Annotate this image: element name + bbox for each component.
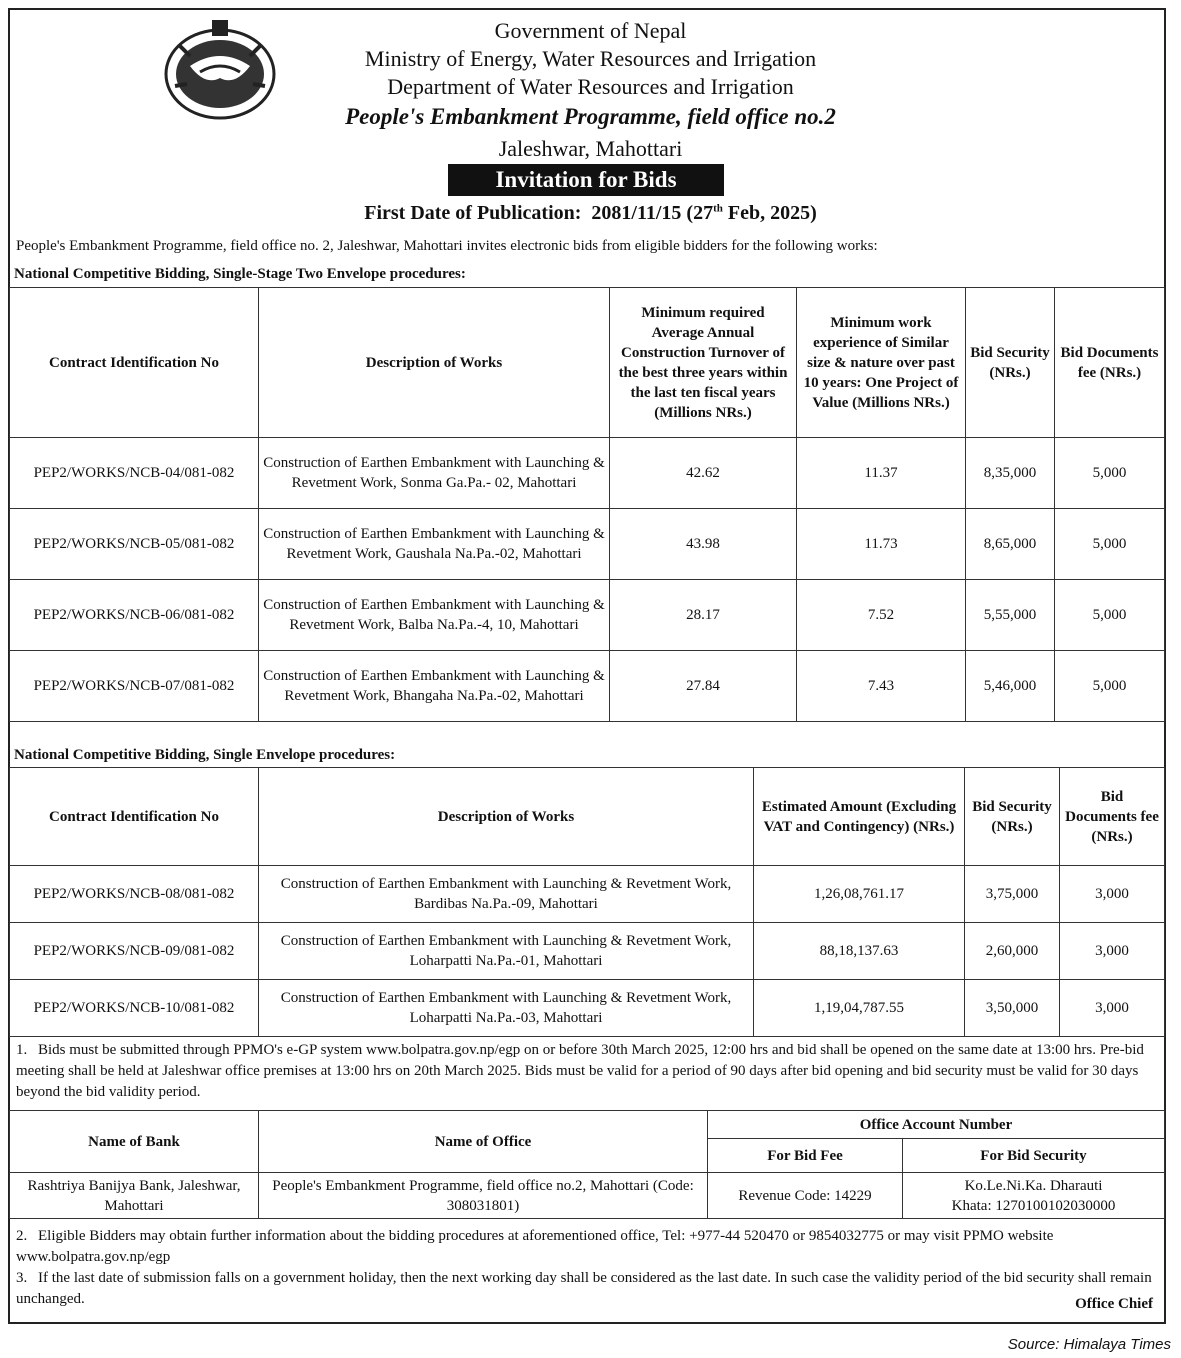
bank-header-account: Office Account Number [708, 1111, 1165, 1139]
work-description: Construction of Earthen Embankment with Launching & Revetment Work, Loharpatti Na.Pa.-03, Mahottari [259, 980, 754, 1037]
intro-text: People's Embankment Programme, field office no. 2, Jaleshwar, Mahottari invites electronic bids from eligible bidders for the following works: [16, 238, 878, 254]
note-3-text: If the last date of submission falls on a government holiday, then the next working day shall be considered as the last date. In such case the validity period of the bid security shall remain unchanged. [16, 1270, 1152, 1307]
header-location: Jaleshwar, Mahottari [498, 136, 683, 161]
bid-fee: 3,000 [1060, 866, 1165, 923]
table-row [10, 438, 1165, 509]
contract-id: PEP2/WORKS/NCB-05/081-082 [10, 509, 259, 580]
bid-fee: 3,000 [1060, 923, 1165, 980]
table-row [10, 980, 1165, 1037]
pub-date: 2081/11/15 (27 [591, 202, 714, 224]
bid-fee: 3,000 [1060, 980, 1165, 1037]
source-credit: Source: Himalaya Times [1007, 1336, 1171, 1353]
bank-account-table [9, 1110, 1165, 1219]
t2-header-fee: Bid Documents fee (NRs.) [1060, 768, 1165, 866]
t1-header-id: Contract Identification No [10, 288, 259, 438]
note-1-text: Bids must be submitted through PPMO's e-GP system www.bolpatra.gov.np/egp on or before 30th March 2025, 12:00 hrs and bid shall be opened on the same date at 13:00 hrs. Pre-bid meeting shall be held at Jaleshwar office premises at 13:00 hrs on 20th March 2025. Bids must be valid for a period of 90 days after bid opening and bid security must be valid for 30 days beyond the bid validity period. [16, 1042, 1144, 1100]
t2-header-security: Bid Security (NRs.) [965, 768, 1060, 866]
security-account-line1: Ko.Le.Ni.Ka. Dharauti [964, 1177, 1103, 1194]
t2-header-amount: Estimated Amount (Excluding VAT and Contingency) (NRs.) [754, 768, 965, 866]
t2-header-desc: Description of Works [259, 768, 754, 866]
work-description: Construction of Earthen Embankment with Launching & Revetment Work, Balba Na.Pa.-4, 10, Mahottari [259, 580, 610, 651]
experience: 7.43 [797, 651, 966, 722]
work-description: Construction of Earthen Embankment with Launching & Revetment Work, Bardibas Na.Pa.-09, Mahottari [259, 866, 754, 923]
bid-security: 5,55,000 [966, 580, 1055, 651]
estimated-amount: 1,19,04,787.55 [754, 980, 965, 1037]
header-programme: People's Embankment Programme, field office no.2 [345, 104, 836, 129]
work-description: Construction of Earthen Embankment with Launching & Revetment Work, Sonma Ga.Pa.- 02, Mahottari [259, 438, 610, 509]
t2-header-id: Contract Identification No [10, 768, 259, 866]
experience: 7.52 [797, 580, 966, 651]
section2-title: National Competitive Bidding, Single Envelope procedures: [14, 747, 396, 763]
bid-fee: 5,000 [1055, 438, 1165, 509]
estimated-amount: 1,26,08,761.17 [754, 866, 965, 923]
security-account-line2: Khata: 1270100102030000 [951, 1197, 1116, 1214]
table-row [10, 866, 1165, 923]
signature: Office Chief [1075, 1296, 1153, 1312]
bid-security: 2,60,000 [965, 923, 1060, 980]
estimated-amount: 88,18,137.63 [754, 923, 965, 980]
bank-header-fee: For Bid Fee [708, 1139, 903, 1173]
bank-header-security: For Bid Security [903, 1139, 1165, 1173]
security-account [903, 1173, 1165, 1219]
contract-id: PEP2/WORKS/NCB-07/081-082 [10, 651, 259, 722]
section1-title: National Competitive Bidding, Single-Stage Two Envelope procedures: [14, 266, 466, 282]
work-description: Construction of Earthen Embankment with Launching & Revetment Work, Gaushala Na.Pa.-02, Mahottari [259, 509, 610, 580]
note-3-number: 3. [16, 1270, 28, 1286]
bid-security: 8,65,000 [966, 509, 1055, 580]
pub-sup: th [713, 202, 723, 215]
note-2-text: Eligible Bidders may obtain further information about the bidding procedures at aforementioned office, Tel: +977-44 520470 or 9854032775 or may visit PPMO website www.bolpatra.gov.np/egp [16, 1228, 1054, 1265]
work-description: Construction of Earthen Embankment with Launching & Revetment Work, Loharpatti Na.Pa.-01, Mahottari [259, 923, 754, 980]
t1-header-fee: Bid Documents fee (NRs.) [1055, 288, 1165, 438]
t1-header-experience: Minimum work experience of Similar size & nature over past 10 years: One Project of Value (Millions NRs.) [797, 288, 966, 438]
experience: 11.37 [797, 438, 966, 509]
bid-fee: 5,000 [1055, 509, 1165, 580]
bid-fee: 5,000 [1055, 651, 1165, 722]
table-row [10, 923, 1165, 980]
two-envelope-table [9, 287, 1165, 722]
table-row [10, 509, 1165, 580]
turnover: 42.62 [610, 438, 797, 509]
bank-header-office: Name of Office [259, 1111, 708, 1173]
turnover: 27.84 [610, 651, 797, 722]
work-description: Construction of Earthen Embankment with Launching & Revetment Work, Bhangaha Na.Pa.-02, Mahottari [259, 651, 610, 722]
contract-id: PEP2/WORKS/NCB-10/081-082 [10, 980, 259, 1037]
note-1 [16, 1040, 1161, 1103]
bid-security: 5,46,000 [966, 651, 1055, 722]
t1-header-turnover: Minimum required Average Annual Construction Turnover of the best three years within the last ten fiscal years (Millions NRs.) [610, 288, 797, 438]
office-name: People's Embankment Programme, field office no.2, Mahottari (Code: 308031801) [259, 1173, 708, 1219]
invitation-banner: Invitation for Bids [448, 164, 724, 196]
pub-end: Feb, 2025) [722, 202, 817, 224]
note-2 [16, 1226, 1161, 1268]
bid-security: 8,35,000 [966, 438, 1055, 509]
single-envelope-table [9, 767, 1165, 1037]
table-row [10, 580, 1165, 651]
contract-id: PEP2/WORKS/NCB-06/081-082 [10, 580, 259, 651]
turnover: 43.98 [610, 509, 797, 580]
turnover: 28.17 [610, 580, 797, 651]
fee-account: Revenue Code: 14229 [708, 1173, 903, 1219]
note-1-number: 1. [16, 1042, 28, 1058]
contract-id: PEP2/WORKS/NCB-09/081-082 [10, 923, 259, 980]
t1-header-security: Bid Security (NRs.) [966, 288, 1055, 438]
header-department: Department of Water Resources and Irrigation [387, 74, 794, 99]
note-3 [16, 1268, 1161, 1310]
bid-security: 3,75,000 [965, 866, 1060, 923]
bid-security: 3,50,000 [965, 980, 1060, 1037]
header-government: Government of Nepal [494, 18, 687, 43]
experience: 11.73 [797, 509, 966, 580]
contract-id: PEP2/WORKS/NCB-04/081-082 [10, 438, 259, 509]
contract-id: PEP2/WORKS/NCB-08/081-082 [10, 866, 259, 923]
publication-date [0, 202, 1181, 225]
note-2-number: 2. [16, 1228, 28, 1244]
bank-header-name: Name of Bank [10, 1111, 259, 1173]
pub-label: First Date of Publication: [364, 202, 582, 224]
bid-fee: 5,000 [1055, 580, 1165, 651]
bank-name: Rashtriya Banijya Bank, Jaleshwar, Mahottari [10, 1173, 259, 1219]
t1-header-desc: Description of Works [259, 288, 610, 438]
table-row [10, 651, 1165, 722]
header-ministry: Ministry of Energy, Water Resources and Irrigation [364, 46, 817, 71]
table-row [10, 1173, 1165, 1219]
